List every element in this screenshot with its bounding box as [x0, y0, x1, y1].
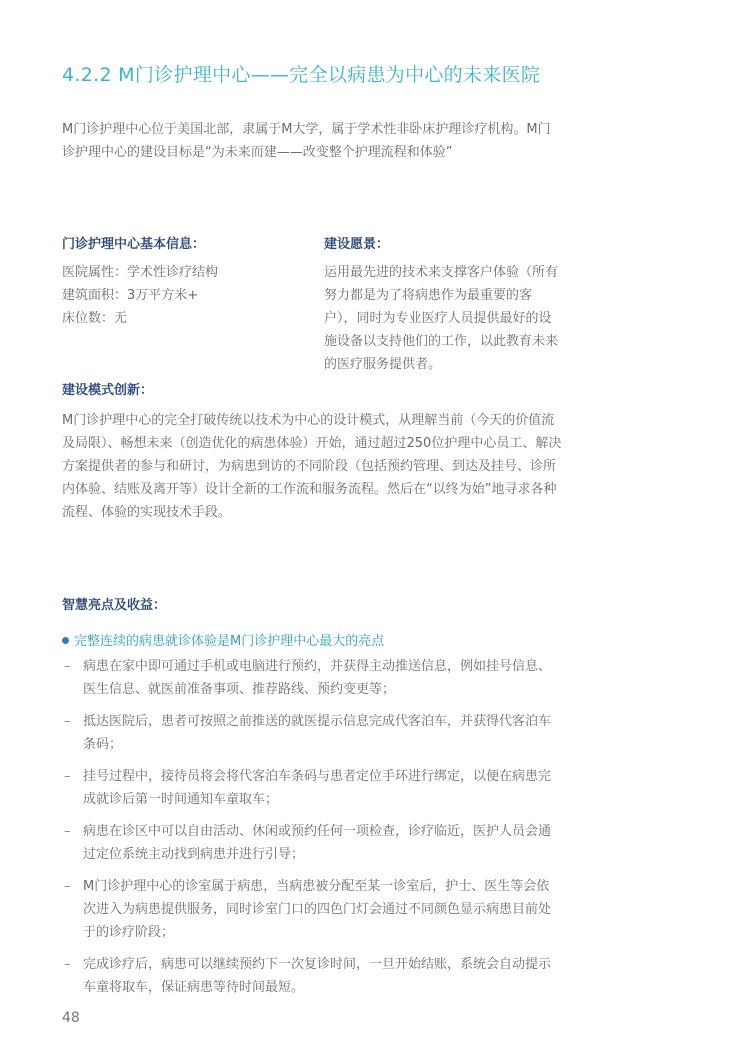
innovation-text: M门诊护理中心的完全打破传统以技术为中心的设计模式，从理解当前（今天的价值流及局限）、畅想未来（创造优化的病患体验）开始，通过超过250位护理中心员工、解决方案提供者的参与和研讨，为病患到访的不同阶段（包括预约管理、到达及挂号、诊所内体验、结账及离开等）设计全新的工作流和服务流程。然后在“以终为始”地寻求各种流程、体验的实现技术手段。	[62, 413, 562, 520]
list-item: – 病患在诊区中可以自由活动、休闲或预约任何一项检查，诊疗临近，医护人员会通过定位系统主动找到病患并进行引导；	[62, 820, 562, 866]
basic-info-item-area: 建筑面积：3万平方米+	[62, 288, 199, 303]
vision-text: 运用最先进的技术来支撑客户体验（所有努力都是为了将病患作为最重要的客户），同时为专业医疗人员提供最好的设施设备以支持他们的工作，以此教育未来的医疗服务提供者。	[324, 265, 559, 372]
basic-info-list	[62, 261, 282, 330]
highlight-bullet-text: 完整连续的病患就诊体验是M门诊护理中心最大的亮点	[74, 634, 385, 649]
highlight-bullet	[62, 630, 384, 649]
bullet-dot-icon	[62, 637, 69, 644]
highlights-heading: 智慧亮点及收益：	[62, 598, 167, 613]
dash-icon: –	[64, 879, 71, 894]
basic-info-item-attribute: 医院属性：学术性诊疗结构	[62, 265, 219, 280]
innovation-heading: 建设模式创新：	[62, 383, 154, 398]
list-item: – M门诊护理中心的诊室属于病患，当病患被分配至某一诊室后，护士、医生等会依次进入为病患提供服务，同时诊室门口的四色门灯会通过不同颜色显示病患目前处于的诊疗阶段；	[62, 875, 562, 944]
list-item: – 完成诊疗后，病患可以继续预约下一次复诊时间，一旦开始结账，系统会自动提示车童将取车，保证病患等待时间最短。	[62, 953, 562, 999]
list-item: – 挂号过程中，接待员将会将代客泊车条码与患者定位手环进行绑定，以便在病患完成就诊后第一时间通知车童取车；	[62, 765, 562, 811]
list-item: – 抵达医院后，患者可按照之前推送的就医提示信息完成代客泊车，并获得代客泊车条码；	[62, 710, 562, 756]
dash-icon: –	[64, 957, 71, 972]
basic-info-item-beds: 床位数：无	[62, 311, 128, 326]
basic-info-heading: 门诊护理中心基本信息：	[62, 237, 206, 252]
list-item: – 病患在家中即可通过手机或电脑进行预约，并获得主动推送信息，例如挂号信息、医生信息、就医前准备事项、推荐路线、预约变更等；	[62, 655, 562, 701]
dash-icon: –	[64, 769, 71, 784]
vision-heading: 建设愿景：	[324, 237, 390, 252]
dash-icon: –	[64, 824, 71, 839]
dash-icon: –	[64, 714, 71, 729]
page-number: 48	[62, 1010, 80, 1026]
highlights-list	[62, 655, 562, 1008]
dash-icon: –	[64, 659, 71, 674]
intro-paragraph: M门诊护理中心位于美国北部，隶属于M大学，属于学术性非卧床护理诊疗机构。M门诊护理中心的建设目标是“为未来而建——改变整个护理流程和体验”	[62, 122, 551, 160]
page-title: 4.2.2 M门诊护理中心——完全以病患为中心的未来医院	[62, 64, 541, 86]
